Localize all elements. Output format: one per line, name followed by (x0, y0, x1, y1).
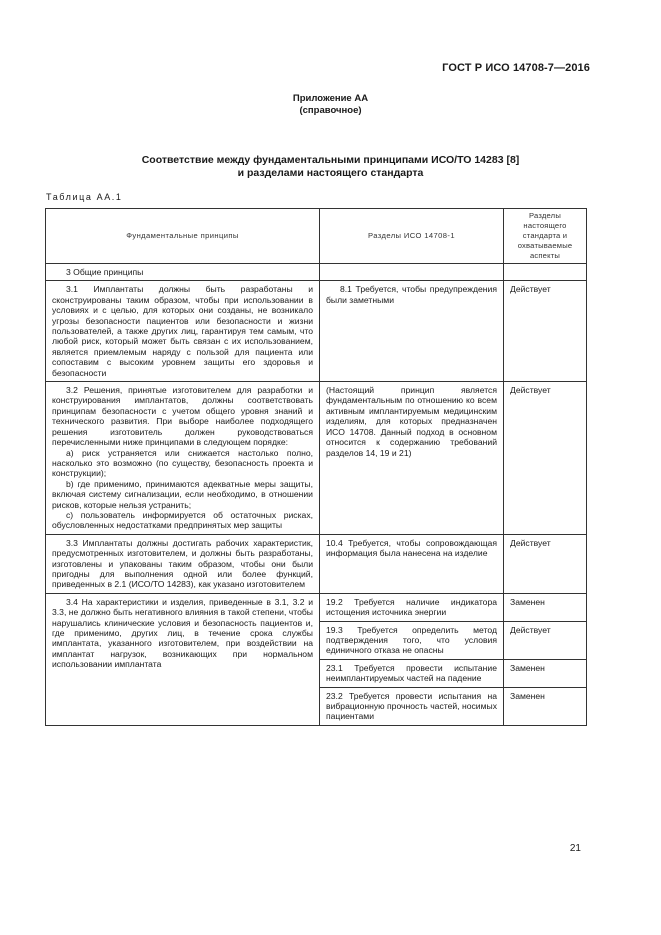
table-header-row (46, 209, 587, 264)
iso-section-cell: 23.1 Требуется провести испытание неимплантируемых частей на падение (320, 659, 504, 687)
header-iso-sections: Разделы ИСО 14708-1 (320, 209, 504, 264)
table-row (46, 534, 587, 593)
appendix-title: Приложение АА (292, 93, 369, 104)
principle-cell: 3.4 На характеристики и изделия, приведенные в 3.1, 3.2 и 3.3, не должно быть негативного влияния в такой степени, чтобы нарушались клинические условия и безопасность пациентов и, где применимо, других лиц, в течение срока службы имплантата, указанного изготовителем, при воздействии на имплантат нагрузок, возникающих при нормальном использовании имплантата (46, 593, 320, 725)
header-standard-sections: Разделы настоящего стандарта и охватываемые аспекты (504, 209, 587, 264)
section-title: 3 Общие принципы (46, 264, 320, 281)
section-empty-cell (504, 264, 587, 281)
table-label: Таблица АА.1 (46, 192, 123, 202)
document-title (0, 154, 661, 180)
status-cell: Заменен (504, 593, 587, 621)
iso-section-cell: 8.1 Требуется, чтобы предупреждения были заметными (320, 281, 504, 382)
page-number: 21 (569, 843, 581, 854)
status-cell: Действует (504, 534, 587, 593)
status-cell: Действует (504, 382, 587, 535)
appendix-type: (справочное) (299, 105, 362, 116)
iso-section-cell: 19.3 Требуется определить метод подтверждения того, что условия единичного отказа не опасны (320, 621, 504, 659)
iso-section-cell: 23.2 Требуется провести испытания на вибрационную прочность частей, носимых пациентами (320, 687, 504, 725)
principle-item-c: c) пользователь информируется об остаточных рисках, обусловленных недостатками предпринятых мер защиты (52, 509, 313, 531)
correspondence-table (45, 208, 587, 726)
status-cell: Заменен (504, 659, 587, 687)
section-row (46, 264, 587, 281)
table-row (46, 593, 587, 621)
iso-section-cell: 19.2 Требуется наличие индикатора истощения источника энергии (320, 593, 504, 621)
standard-designation: ГОСТ Р ИСО 14708-7—2016 (442, 62, 590, 74)
table-row (46, 382, 587, 535)
principle-cell (46, 382, 320, 535)
header-fundamental-principles: Фундаментальные принципы (46, 209, 320, 264)
iso-section-cell: (Настоящий принцип является фундаментальным по отношению ко всем активным имплантируемым медицинским изделиям, для которых предназначен ИСО 14708. Данный подход в основном относится к содержанию требований разделов 14, 19 и 21) (320, 382, 504, 535)
principle-cell: 3.1 Имплантаты должны быть разработаны и сконструированы таким образом, чтобы при использовании в условиях и с целью, для которых они созданы, не возникало угрозы безопасности пациентов или безопасности и жизни пользователей, а также других лиц, гарантируя тем самым, что любой риск, который может быть связан с их использованием, является приемлемым наряду с пользой для пациента или сопоставим с высоким уровнем защиты его здоровья и безопасности (46, 281, 320, 382)
principle-item-b: b) где применимо, принимаются адекватные меры защиты, включая систему сигнализации, если необходимо, в отношении рисков, которые нельзя устранить; (52, 478, 313, 510)
iso-section-cell: 10.4 Требуется, чтобы сопровождающая информация была нанесена на изделие (320, 534, 504, 593)
document-title-line-1: Соответствие между фундаментальными принципами ИСО/ТО 14283 [8] (141, 154, 520, 166)
document-title-line-2: и разделами настоящего стандарта (237, 167, 424, 179)
section-empty-cell (320, 264, 504, 281)
status-cell: Действует (504, 621, 587, 659)
status-cell: Заменен (504, 687, 587, 725)
principle-item-a: а) риск устраняется или снижается настолько полно, насколько это возможно (по существу, безопасность проекта и конструкции); (52, 447, 313, 479)
appendix-heading (0, 93, 661, 117)
table-row (46, 281, 587, 382)
principle-text: 3.2 Решения, принятые изготовителем для разработки и конструирования имплантатов, должны соответствовать принципам безопасности с учетом общего уровня знаний и технического развития. При выборе наиболее подходящего решения изготовитель должен руководствоваться перечисленными ниже принципами в следующем порядке: (52, 385, 313, 448)
principle-cell: 3.3 Имплантаты должны достигать рабочих характеристик, предусмотренных изготовителем, и должны быть разработаны, изготовлены и упакованы таким образом, чтобы они были пригодны для выполнения одной или более функций, приведенных в 2.1 (ИСО/ТО 14283), как указано изготовителем (46, 534, 320, 593)
status-cell: Действует (504, 281, 587, 382)
